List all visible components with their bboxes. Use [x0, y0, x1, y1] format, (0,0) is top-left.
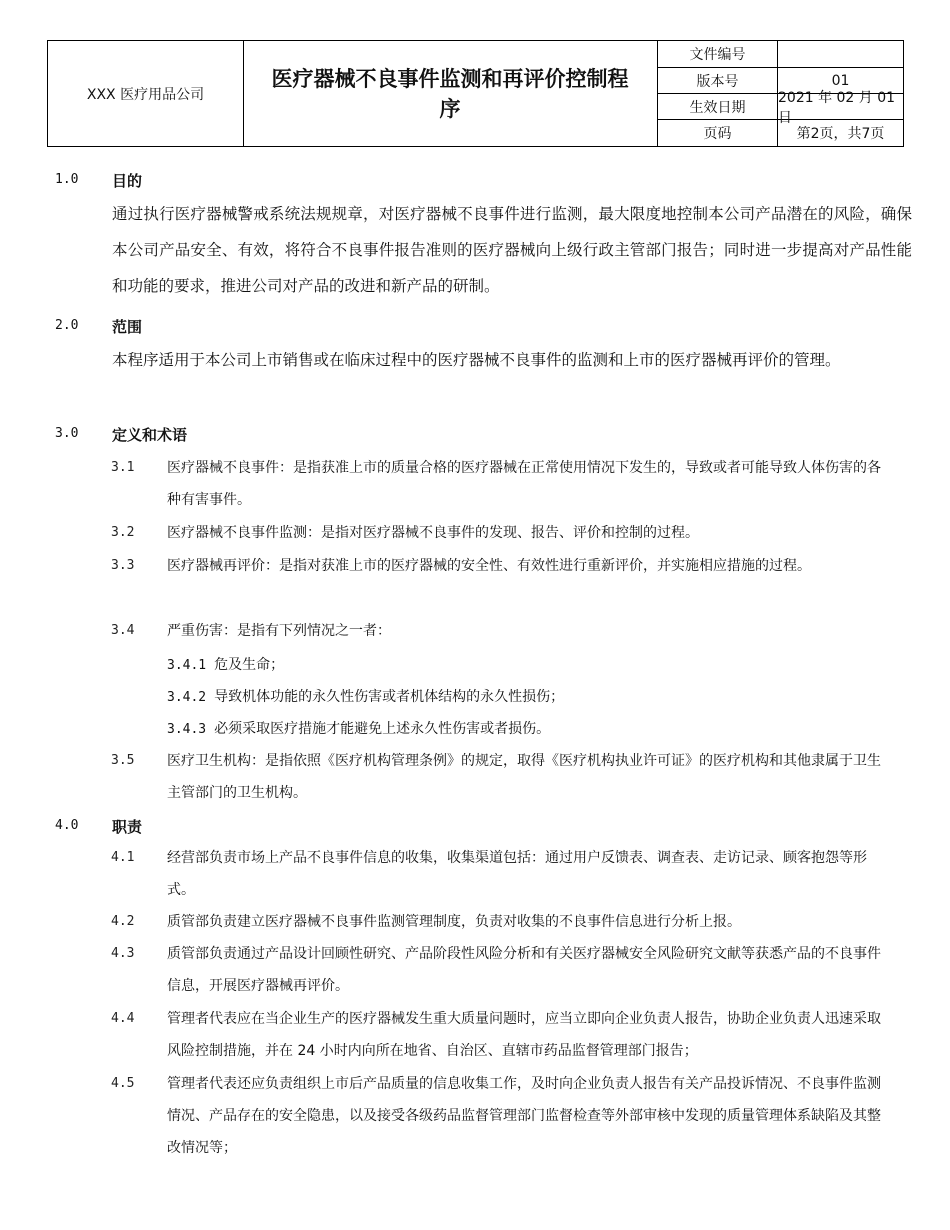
- meta-label: 文件编号: [658, 41, 778, 67]
- item-text: 质管部负责通过产品设计回顾性研究、产品阶段性风险分析和有关医疗器械安全风险研究文献等获悉产品的不良事件信息，开展医疗器械再评价。: [167, 946, 881, 994]
- item-number: 3.5: [111, 753, 135, 768]
- item-text: 管理者代表还应负责组织上市后产品质量的信息收集工作，及时向企业负责人报告有关产品投诉情况、不良事件监测情况、产品存在的安全隐患，以及接受各级药品监督管理部门监督检查等外部审核中发现的质量管理体系缺陷及其整改情况等；: [167, 1076, 881, 1156]
- sub-item-text: 危及生命；: [214, 657, 285, 673]
- item-number: 3.2: [111, 525, 135, 540]
- meta-value: 第2页，共7页: [796, 126, 885, 142]
- item-number: 4.2: [111, 914, 135, 929]
- company-name: XXX 医疗用品公司: [48, 41, 244, 146]
- section-number: 4.0: [55, 818, 79, 833]
- item-number: 3.4: [111, 623, 135, 638]
- section-title: 定义和术语: [112, 426, 188, 444]
- document-header: [47, 40, 904, 147]
- section-paragraph: 本程序适用于本公司上市销售或在临床过程中的医疗器械不良事件的监测和上市的医疗器械再评价的管理。: [112, 351, 841, 369]
- section-number: 2.0: [55, 318, 79, 333]
- item-number: 4.1: [111, 850, 135, 865]
- item-text: 医疗卫生机构：是指依照《医疗机构管理条例》的规定，取得《医疗机构执业许可证》的医疗机构和其他隶属于卫生主管部门的卫生机构。: [167, 753, 881, 801]
- meta-row-effective-date: [658, 89, 903, 126]
- item-number: 4.4: [111, 1011, 135, 1026]
- item-text: 医疗器械不良事件监测：是指对医疗器械不良事件的发现、报告、评价和控制的过程。: [167, 525, 699, 541]
- document-title: 医疗器械不良事件监测和再评价控制程序: [243, 41, 658, 146]
- item-text: 管理者代表应在当企业生产的医疗器械发生重大质量问题时，应当立即向企业负责人报告，协助企业负责人迅速采取风险控制措施，并在 24 小时内向所在地省、自治区、直辖市药品监督管理部门报告；: [167, 1011, 881, 1059]
- sub-item-text: 导致机体功能的永久性伤害或者机体结构的永久性损伤；: [214, 689, 565, 705]
- item-number: 4.5: [111, 1076, 135, 1091]
- meta-label: 版本号: [658, 68, 778, 93]
- sub-item: [167, 686, 564, 706]
- item-text: 经营部负责市场上产品不良事件信息的收集，收集渠道包括：通过用户反馈表、调查表、走访记录、顾客抱怨等形式。: [167, 850, 867, 898]
- meta-row-page: [658, 120, 903, 146]
- section-title: 目的: [112, 172, 143, 190]
- item-number: 3.3: [111, 558, 135, 573]
- document-meta: [658, 41, 903, 146]
- section-number: 3.0: [55, 426, 79, 441]
- sub-item-number: 3.4.3: [167, 722, 207, 737]
- item-number: 3.1: [111, 460, 135, 475]
- meta-value: 01: [831, 72, 850, 89]
- meta-value: 2021 年 02 月 01 日: [778, 89, 896, 126]
- sub-item-text: 必须采取医疗措施才能避免上述永久性伤害或者损伤。: [214, 721, 551, 737]
- item-text: 严重伤害：是指有下列情况之一者：: [167, 623, 391, 639]
- item-number: 4.3: [111, 946, 135, 961]
- sub-item: [167, 718, 550, 738]
- meta-value: [778, 41, 903, 67]
- meta-label: 生效日期: [658, 94, 778, 119]
- sub-item-number: 3.4.1: [167, 658, 207, 673]
- meta-row-doc-number: [658, 41, 903, 68]
- item-text: 质管部负责建立医疗器械不良事件监测管理制度，负责对收集的不良事件信息进行分析上报。: [167, 914, 741, 930]
- item-text: 医疗器械不良事件：是指获准上市的质量合格的医疗器械在正常使用情况下发生的，导致或者可能导致人体伤害的各种有害事件。: [167, 460, 881, 508]
- section-number: 1.0: [55, 172, 79, 187]
- section-title: 范围: [112, 318, 143, 336]
- section-paragraph: 通过执行医疗器械警戒系统法规规章，对医疗器械不良事件进行监测，最大限度地控制本公司产品潜在的风险，确保本公司产品安全、有效，将符合不良事件报告准则的医疗器械向上级行政主管部门报告；同时进一步提高对产品性能和功能的要求，推进公司对产品的改进和新产品的研制。: [112, 205, 912, 295]
- meta-label: 页码: [658, 120, 778, 146]
- sub-item-number: 3.4.2: [167, 690, 207, 705]
- sub-item: [167, 654, 284, 674]
- section-title: 职责: [112, 818, 143, 836]
- item-text: 医疗器械再评价：是指对获准上市的医疗器械的安全性、有效性进行重新评价，并实施相应措施的过程。: [167, 558, 811, 574]
